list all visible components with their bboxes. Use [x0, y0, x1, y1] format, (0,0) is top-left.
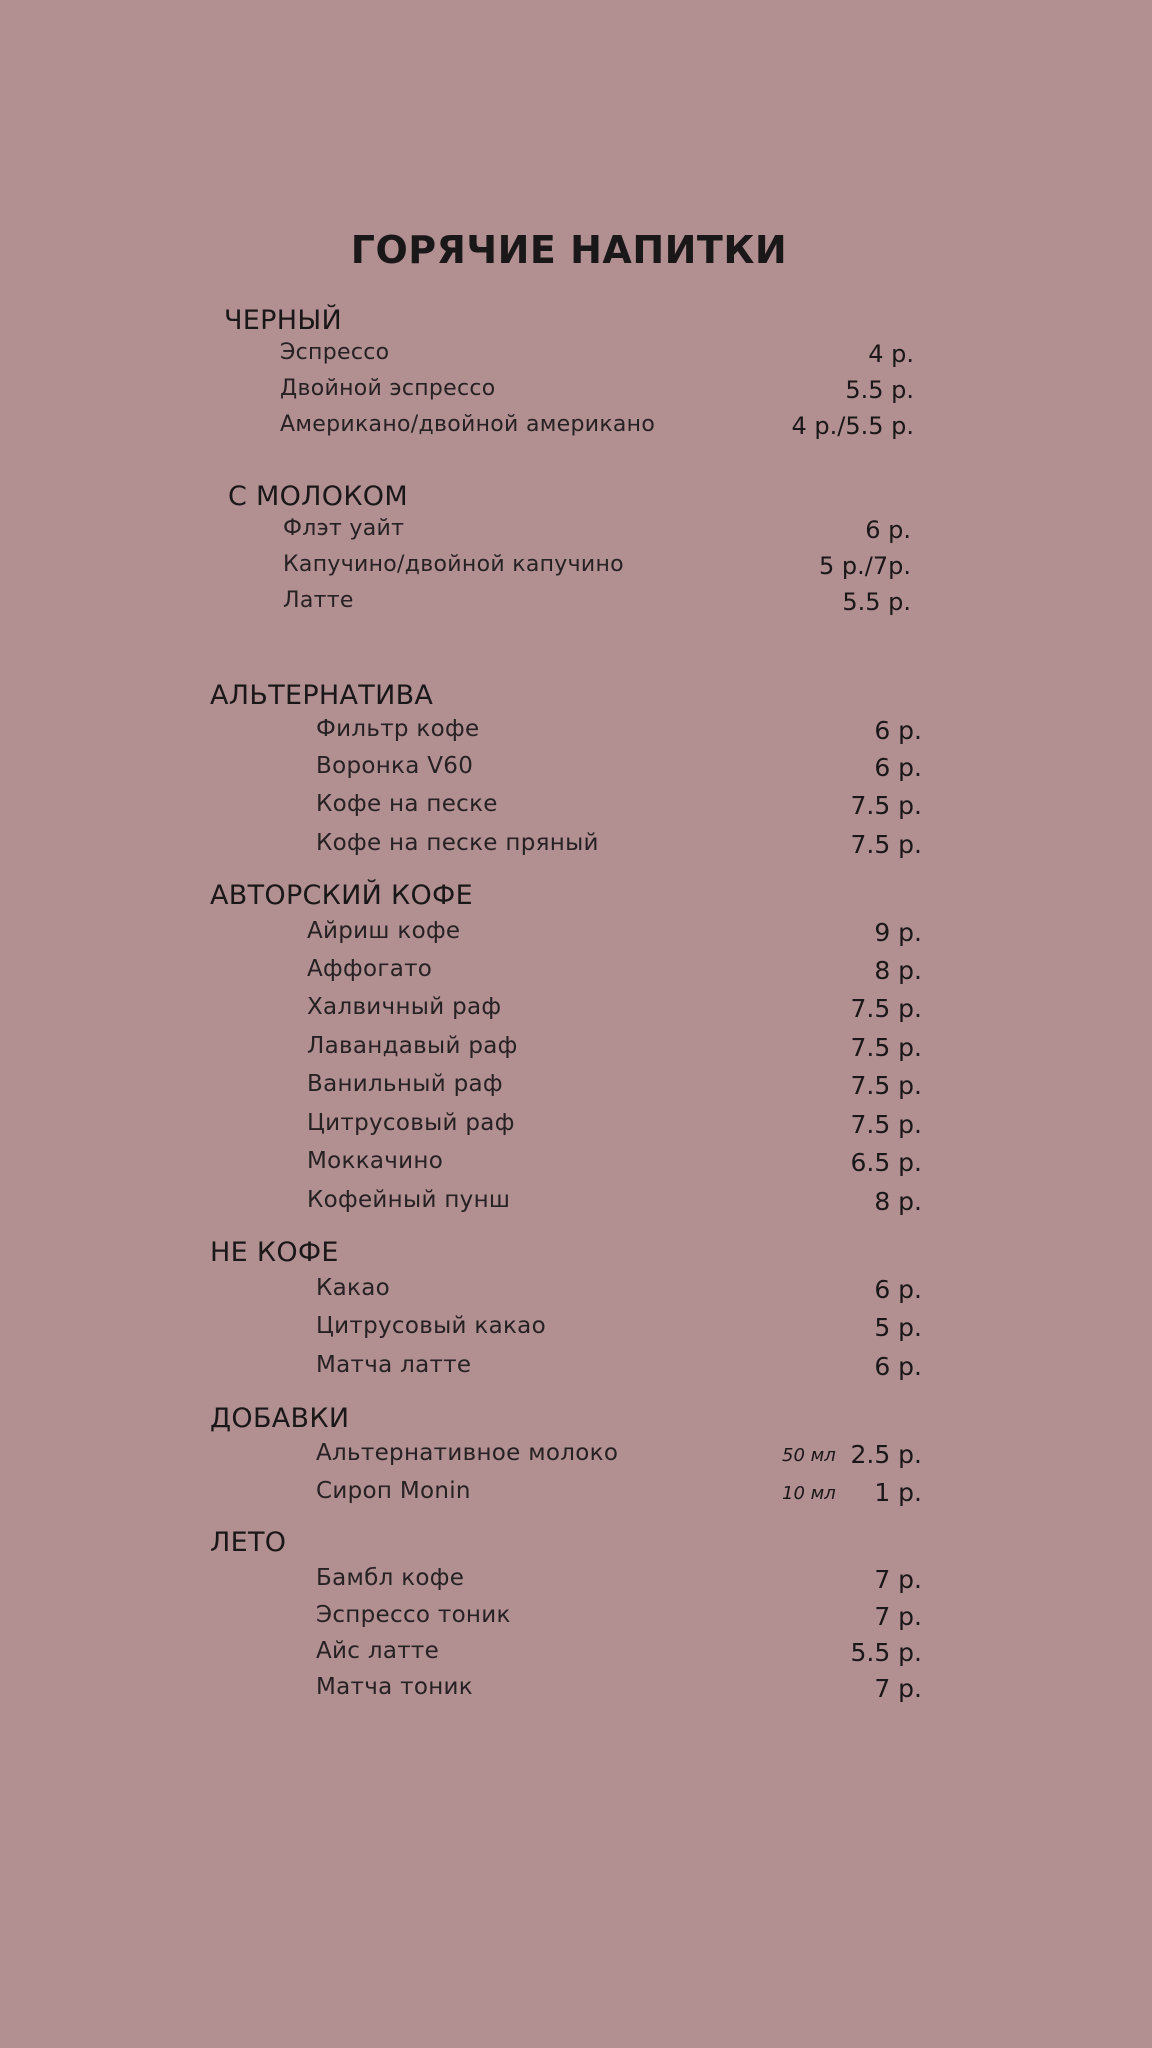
menu-item-name: Матча латте — [316, 1352, 472, 1378]
menu-item — [307, 918, 922, 954]
menu-item — [307, 1033, 922, 1069]
menu-item — [316, 1275, 922, 1311]
menu-item — [307, 994, 922, 1030]
section-title-signature-coffee: АВТОРСКИЙ КОФЕ — [210, 880, 473, 911]
menu-item-name: Моккачино — [307, 1148, 444, 1174]
menu-item — [316, 1565, 922, 1601]
menu-item-price: 5 р./7р. — [819, 552, 911, 580]
menu-item-price: 6.5 р. — [850, 1148, 922, 1177]
section-title-summer: ЛЕТО — [210, 1527, 287, 1558]
menu-item-name: Эспрессо — [280, 340, 390, 365]
menu-item-price: 7.5 р. — [850, 1110, 922, 1139]
menu-item-name: Эспрессо тоник — [316, 1602, 511, 1628]
menu-item-price: 6 р. — [874, 716, 922, 745]
menu-item-volume: 10 мл — [782, 1483, 836, 1504]
menu-item-name: Аффогато — [307, 956, 433, 982]
menu-item-price: 7 р. — [874, 1602, 922, 1631]
menu-item-price: 7 р. — [874, 1565, 922, 1594]
menu-item-name: Лавандавый раф — [307, 1033, 518, 1059]
section-title-with-milk: С МОЛОКОМ — [228, 481, 408, 512]
menu-item-price: 4 р./5.5 р. — [791, 412, 914, 440]
menu-item-price: 6 р. — [865, 516, 911, 544]
menu-item-name: Цитрусовый раф — [307, 1110, 515, 1136]
menu-item-name: Кофе на песке пряный — [316, 830, 599, 856]
menu-item — [316, 830, 922, 866]
menu-item-name: Альтернативное молоко — [316, 1440, 619, 1466]
menu-item — [280, 376, 914, 412]
menu-item-name: Цитрусовый какао — [316, 1313, 546, 1339]
menu-item-price: 5 р. — [874, 1313, 922, 1342]
menu-item-price: 1 р. — [874, 1478, 922, 1507]
menu-item — [316, 716, 922, 752]
menu-item-name: Флэт уайт — [283, 516, 405, 541]
menu-item-name: Латте — [283, 588, 354, 613]
menu-item — [283, 552, 911, 588]
menu-item-name: Фильтр кофе — [316, 716, 480, 742]
menu-item-name: Ванильный раф — [307, 1071, 503, 1097]
menu-item-price: 2.5 р. — [850, 1440, 922, 1469]
menu-item-name: Айс латте — [316, 1638, 440, 1664]
menu-item-price: 6 р. — [874, 753, 922, 782]
menu-item-name: Какао — [316, 1275, 390, 1301]
menu-item-name: Матча тоник — [316, 1674, 473, 1700]
menu-item-price: 5.5 р. — [842, 588, 911, 616]
menu-item-name: Айриш кофе — [307, 918, 461, 944]
menu-item-price: 5.5 р. — [845, 376, 914, 404]
menu-item-price: 7.5 р. — [850, 830, 922, 859]
menu-item — [283, 516, 911, 552]
menu-item-name: Халвичный раф — [307, 994, 502, 1020]
menu-item — [307, 956, 922, 992]
menu-item-price: 7.5 р. — [850, 1071, 922, 1100]
menu-item — [307, 1148, 922, 1184]
menu-item-price: 9 р. — [874, 918, 922, 947]
menu-item-name: Бамбл кофе — [316, 1565, 465, 1591]
menu-item — [283, 588, 911, 624]
section-title-additions: ДОБАВКИ — [210, 1403, 350, 1434]
menu-item-name: Кофейный пунш — [307, 1187, 511, 1213]
menu-item — [316, 1602, 922, 1638]
menu-item-price: 6 р. — [874, 1275, 922, 1304]
menu-item-price: 7 р. — [874, 1674, 922, 1703]
menu-item-name: Капучино/двойной капучино — [283, 552, 624, 577]
menu-item — [307, 1071, 922, 1107]
menu-item-name: Кофе на песке — [316, 791, 498, 817]
menu-item — [316, 1478, 922, 1514]
page-title: ГОРЯЧИЕ НАПИТКИ — [350, 228, 788, 272]
menu-item — [307, 1187, 922, 1223]
menu-item — [316, 1313, 922, 1349]
menu-item — [316, 1674, 922, 1710]
menu-item — [307, 1110, 922, 1146]
menu-item-name: Сироп Monin — [316, 1478, 471, 1504]
menu-item-volume: 50 мл — [782, 1445, 836, 1466]
menu-item — [316, 1352, 922, 1388]
section-title-not-coffee: НЕ КОФЕ — [210, 1237, 339, 1268]
menu-item-price: 7.5 р. — [850, 791, 922, 820]
menu-item-price: 8 р. — [874, 1187, 922, 1216]
menu-item-price: 7.5 р. — [850, 1033, 922, 1062]
menu-item-price: 7.5 р. — [850, 994, 922, 1023]
menu-item — [316, 753, 922, 789]
menu-item — [316, 1638, 922, 1674]
menu-item-name: Американо/двойной американо — [280, 412, 656, 437]
section-title-black: ЧЕРНЫЙ — [224, 305, 342, 336]
menu-item-name: Воронка V60 — [316, 753, 474, 779]
menu-item-name: Двойной эспрессо — [280, 376, 496, 401]
section-title-alternative: АЛЬТЕРНАТИВА — [210, 680, 434, 711]
menu-item — [280, 340, 914, 376]
menu-item-price: 8 р. — [874, 956, 922, 985]
menu-item — [280, 412, 914, 448]
menu-item — [316, 791, 922, 827]
menu-item-price: 5.5 р. — [850, 1638, 922, 1667]
menu-item-price: 6 р. — [874, 1352, 922, 1381]
menu-item — [316, 1440, 922, 1476]
menu-item-price: 4 р. — [868, 340, 914, 368]
